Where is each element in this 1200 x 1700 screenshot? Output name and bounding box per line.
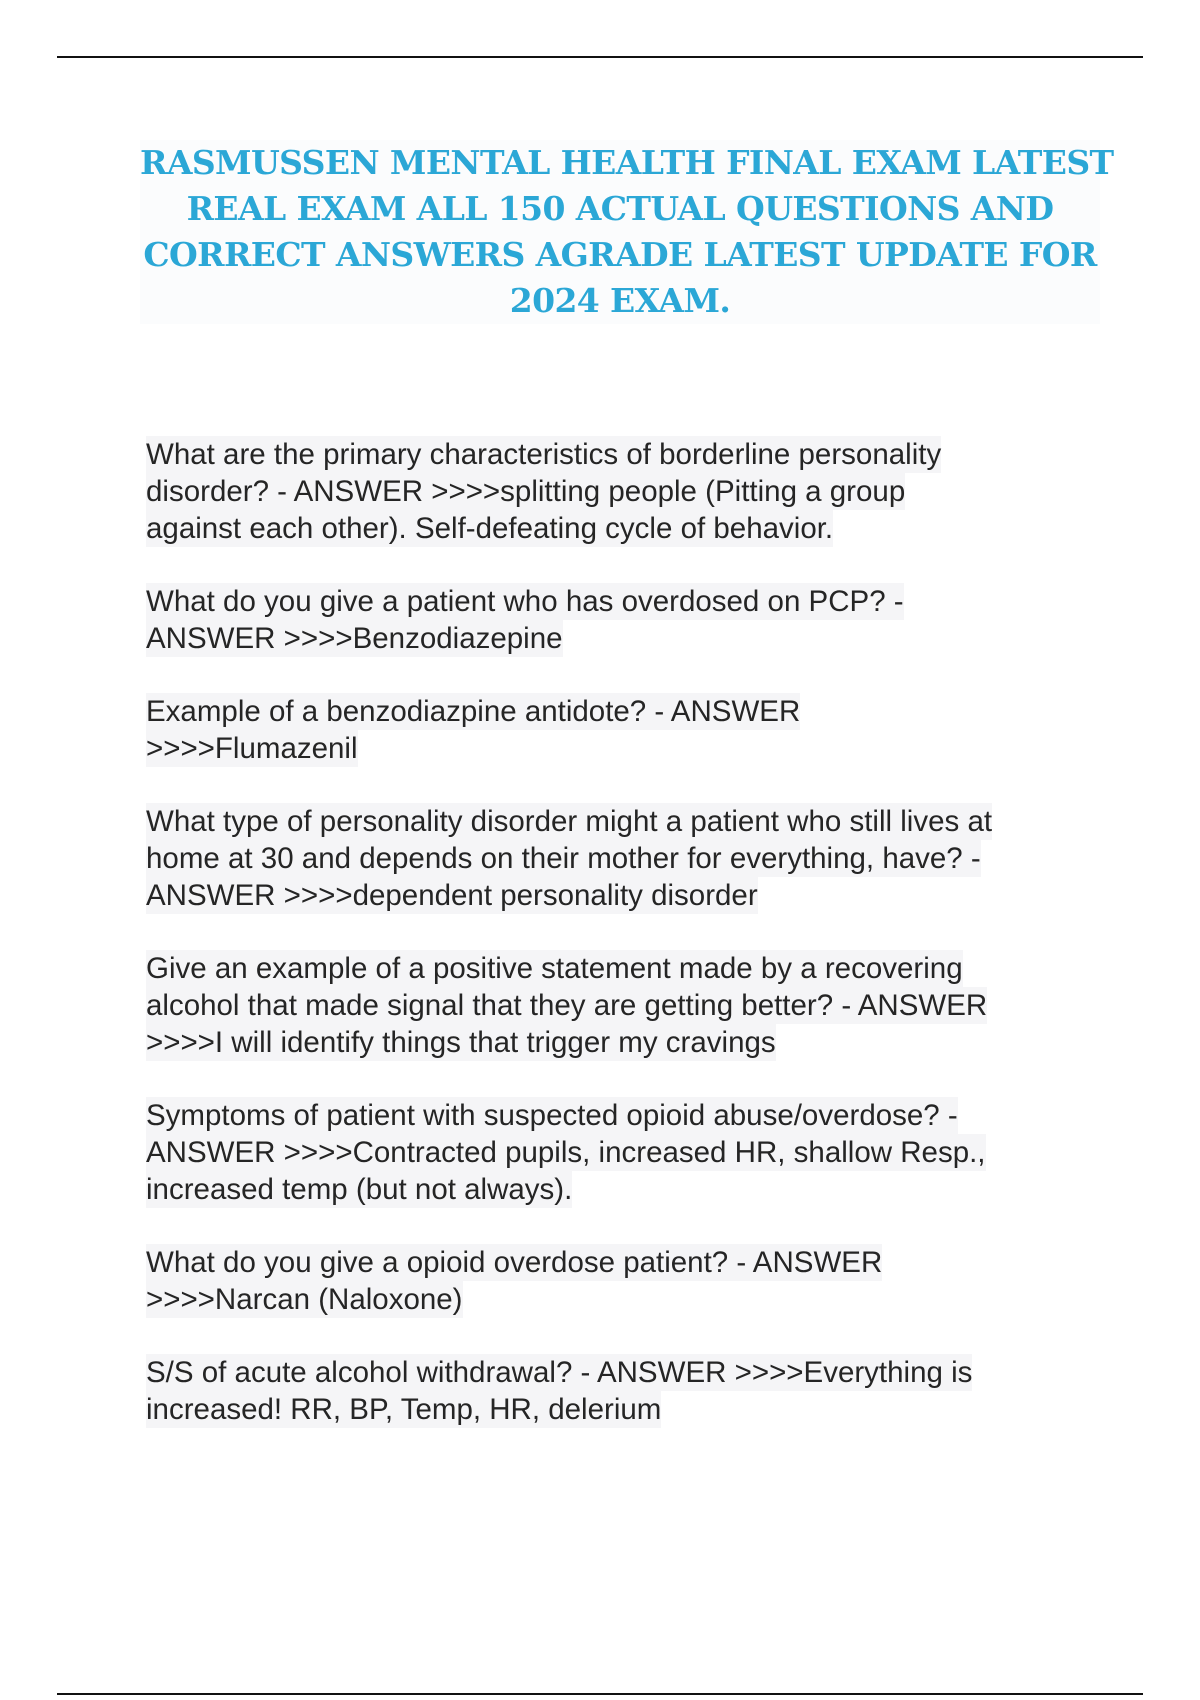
qa-item xyxy=(146,436,1106,547)
title-line: REAL EXAM ALL 150 ACTUAL QUESTIONS AND xyxy=(186,189,1054,228)
document-title xyxy=(140,140,1114,324)
qa-list xyxy=(146,436,1106,1464)
qa-text-line: against each other). Self-defeating cycle of behavior. xyxy=(146,512,834,545)
qa-item xyxy=(146,1354,1106,1428)
qa-text-line: What type of personality disorder might a patient who still lives at xyxy=(146,805,993,838)
bottom-rule xyxy=(57,1693,1143,1695)
qa-text-line: home at 30 and depends on their mother for everything, have? - xyxy=(146,842,981,875)
qa-text-line: S/S of acute alcohol withdrawal? - ANSWER >>>>Everything is xyxy=(146,1356,973,1389)
qa-text-line: Give an example of a positive statement made by a recovering xyxy=(146,952,963,985)
qa-item xyxy=(146,803,1106,914)
qa-item xyxy=(146,950,1106,1061)
qa-text-line: >>>>Flumazenil xyxy=(146,732,358,765)
qa-text-line: alcohol that made signal that they are getting better? - ANSWER xyxy=(146,989,988,1022)
qa-text-line: disorder? - ANSWER >>>>splitting people (Pitting a group xyxy=(146,475,906,508)
qa-text-line: What do you give a opioid overdose patient? - ANSWER xyxy=(146,1246,883,1279)
qa-item xyxy=(146,693,1106,767)
qa-text-line: increased temp (but not always). xyxy=(146,1173,573,1206)
qa-text-line: Symptoms of patient with suspected opioid abuse/overdose? - xyxy=(146,1099,958,1132)
title-line: CORRECT ANSWERS AGRADE LATEST UPDATE FOR xyxy=(143,235,1097,274)
top-rule xyxy=(57,56,1143,58)
qa-item xyxy=(146,583,1106,657)
qa-item xyxy=(146,1097,1106,1208)
qa-text-line: Example of a benzodiazpine antidote? - ANSWER xyxy=(146,695,801,728)
qa-text-line: ANSWER >>>>dependent personality disorder xyxy=(146,879,758,912)
title-line: RASMUSSEN MENTAL HEALTH FINAL EXAM LATEST xyxy=(140,143,1114,182)
qa-text-line: ANSWER >>>>Contracted pupils, increased HR, shallow Resp., xyxy=(146,1136,986,1169)
qa-text-line: ANSWER >>>>Benzodiazepine xyxy=(146,622,563,655)
qa-text-line: What do you give a patient who has overdosed on PCP? - xyxy=(146,585,904,618)
qa-item xyxy=(146,1244,1106,1318)
title-line: 2024 EXAM. xyxy=(509,281,731,320)
qa-text-line: >>>>Narcan (Naloxone) xyxy=(146,1283,463,1316)
qa-text-line: What are the primary characteristics of borderline personality xyxy=(146,438,942,471)
qa-text-line: >>>>I will identify things that trigger my cravings xyxy=(146,1026,776,1059)
qa-text-line: increased! RR, BP, Temp, HR, delerium xyxy=(146,1393,662,1426)
